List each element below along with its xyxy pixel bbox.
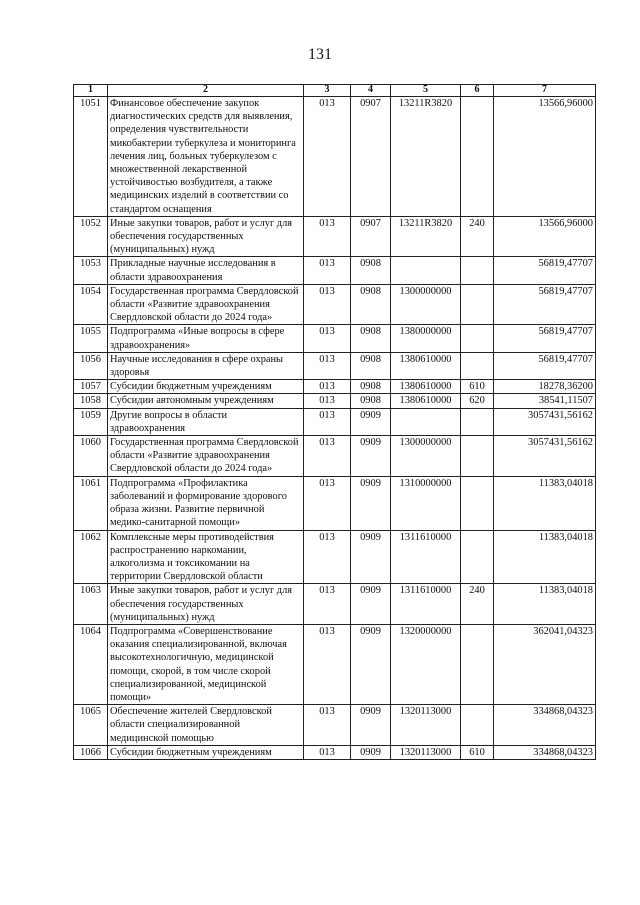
table-row — [74, 394, 596, 408]
row-expense-type: 620 — [461, 394, 494, 408]
row-name: Подпрограмма «Иные вопросы в сфере здравоохранения» — [108, 325, 304, 352]
row-amount: 334868,04323 — [494, 705, 596, 746]
row-grbs-code: 013 — [304, 584, 351, 625]
column-header: 5 — [391, 85, 461, 97]
row-grbs-code: 013 — [304, 97, 351, 217]
row-section-code: 0908 — [351, 284, 391, 325]
row-name: Субсидии автономным учреждениям — [108, 394, 304, 408]
row-grbs-code: 013 — [304, 408, 351, 435]
row-number: 1060 — [74, 436, 108, 477]
row-amount: 3057431,56162 — [494, 408, 596, 435]
row-amount: 11383,04018 — [494, 584, 596, 625]
row-expense-type — [461, 325, 494, 352]
row-target-code — [391, 257, 461, 284]
table-row — [74, 352, 596, 379]
row-name: Субсидии бюджетным учреждениям — [108, 380, 304, 394]
column-header: 7 — [494, 85, 596, 97]
row-target-code: 1380000000 — [391, 325, 461, 352]
row-amount: 334868,04323 — [494, 745, 596, 759]
column-header: 6 — [461, 85, 494, 97]
table-row — [74, 380, 596, 394]
table-body — [74, 97, 596, 760]
table-row — [74, 584, 596, 625]
row-grbs-code: 013 — [304, 745, 351, 759]
table-row — [74, 705, 596, 746]
row-target-code: 1300000000 — [391, 436, 461, 477]
column-header: 2 — [108, 85, 304, 97]
row-number: 1055 — [74, 325, 108, 352]
row-section-code: 0908 — [351, 352, 391, 379]
row-number: 1057 — [74, 380, 108, 394]
row-grbs-code: 013 — [304, 352, 351, 379]
row-number: 1056 — [74, 352, 108, 379]
table-row — [74, 257, 596, 284]
row-target-code: 1380610000 — [391, 352, 461, 379]
row-amount: 362041,04323 — [494, 624, 596, 704]
column-header: 4 — [351, 85, 391, 97]
row-amount: 13566,96000 — [494, 97, 596, 217]
row-number: 1061 — [74, 476, 108, 530]
row-number: 1059 — [74, 408, 108, 435]
row-target-code: 13211R3820 — [391, 97, 461, 217]
row-section-code: 0908 — [351, 380, 391, 394]
row-section-code: 0909 — [351, 436, 391, 477]
row-target-code: 1320000000 — [391, 624, 461, 704]
row-grbs-code: 013 — [304, 530, 351, 584]
row-grbs-code: 013 — [304, 436, 351, 477]
row-section-code: 0909 — [351, 476, 391, 530]
row-expense-type: 240 — [461, 584, 494, 625]
row-name: Иные закупки товаров, работ и услуг для обеспечения государственных (муниципальных) нужд — [108, 216, 304, 257]
row-amount: 18278,36200 — [494, 380, 596, 394]
row-number: 1064 — [74, 624, 108, 704]
row-number: 1051 — [74, 97, 108, 217]
row-amount: 56819,47707 — [494, 352, 596, 379]
row-expense-type — [461, 97, 494, 217]
table-row — [74, 97, 596, 217]
row-section-code: 0909 — [351, 624, 391, 704]
row-section-code: 0908 — [351, 394, 391, 408]
row-target-code: 1380610000 — [391, 394, 461, 408]
row-expense-type — [461, 257, 494, 284]
row-section-code: 0907 — [351, 216, 391, 257]
row-target-code: 1320113000 — [391, 705, 461, 746]
row-number: 1053 — [74, 257, 108, 284]
row-target-code: 1311610000 — [391, 584, 461, 625]
row-amount: 3057431,56162 — [494, 436, 596, 477]
row-section-code: 0909 — [351, 745, 391, 759]
row-section-code: 0907 — [351, 97, 391, 217]
table-row — [74, 216, 596, 257]
column-header: 1 — [74, 85, 108, 97]
row-expense-type — [461, 624, 494, 704]
row-target-code: 13211R3820 — [391, 216, 461, 257]
row-expense-type: 610 — [461, 745, 494, 759]
row-amount: 38541,11507 — [494, 394, 596, 408]
row-number: 1052 — [74, 216, 108, 257]
row-amount: 13566,96000 — [494, 216, 596, 257]
row-name: Подпрограмма «Профилактика заболеваний и формирование здорового образа жизни. Развитие первичной медико-санитарной помощи» — [108, 476, 304, 530]
row-number: 1058 — [74, 394, 108, 408]
row-grbs-code: 013 — [304, 325, 351, 352]
budget-table — [73, 84, 596, 760]
row-name: Субсидии бюджетным учреждениям — [108, 745, 304, 759]
row-grbs-code: 013 — [304, 380, 351, 394]
row-expense-type: 610 — [461, 380, 494, 394]
row-grbs-code: 013 — [304, 476, 351, 530]
row-amount: 56819,47707 — [494, 284, 596, 325]
row-section-code: 0909 — [351, 530, 391, 584]
row-amount: 11383,04018 — [494, 476, 596, 530]
row-grbs-code: 013 — [304, 257, 351, 284]
table-header-row — [74, 85, 596, 97]
row-expense-type — [461, 352, 494, 379]
row-number: 1065 — [74, 705, 108, 746]
row-name: Научные исследования в сфере охраны здоровья — [108, 352, 304, 379]
row-section-code: 0908 — [351, 257, 391, 284]
row-name: Финансовое обеспечение закупок диагностических средств для выявления, определения чувствительности микобактерии туберкулеза и мониторинга лечения лиц, больных туберкулезом с множественной лекарственной устойчивостью возбудителя, а также медицинских изделий в соответствии со стандартом оснащения — [108, 97, 304, 217]
table-row — [74, 284, 596, 325]
row-name: Иные закупки товаров, работ и услуг для обеспечения государственных (муниципальных) нужд — [108, 584, 304, 625]
row-number: 1063 — [74, 584, 108, 625]
row-section-code: 0909 — [351, 408, 391, 435]
row-target-code: 1380610000 — [391, 380, 461, 394]
table-row — [74, 530, 596, 584]
row-expense-type — [461, 436, 494, 477]
row-grbs-code: 013 — [304, 216, 351, 257]
page-number: 131 — [308, 46, 332, 63]
row-number: 1066 — [74, 745, 108, 759]
row-grbs-code: 013 — [304, 284, 351, 325]
row-target-code: 1320113000 — [391, 745, 461, 759]
row-section-code: 0909 — [351, 584, 391, 625]
table-row — [74, 408, 596, 435]
row-amount: 11383,04018 — [494, 530, 596, 584]
row-number: 1054 — [74, 284, 108, 325]
row-name: Обеспечение жителей Свердловской области специализированной медицинской помощью — [108, 705, 304, 746]
row-grbs-code: 013 — [304, 394, 351, 408]
row-target-code: 1311610000 — [391, 530, 461, 584]
row-name: Государственная программа Свердловской области «Развитие здравоохранения Свердловской области до 2024 года» — [108, 436, 304, 477]
row-target-code: 1300000000 — [391, 284, 461, 325]
row-section-code: 0909 — [351, 705, 391, 746]
row-expense-type — [461, 284, 494, 325]
row-grbs-code: 013 — [304, 624, 351, 704]
row-amount: 56819,47707 — [494, 325, 596, 352]
table-row — [74, 325, 596, 352]
row-section-code: 0908 — [351, 325, 391, 352]
row-name: Государственная программа Свердловской области «Развитие здравоохранения Свердловской области до 2024 года» — [108, 284, 304, 325]
row-expense-type — [461, 476, 494, 530]
row-expense-type — [461, 705, 494, 746]
row-target-code — [391, 408, 461, 435]
column-header: 3 — [304, 85, 351, 97]
table-row — [74, 436, 596, 477]
row-target-code: 1310000000 — [391, 476, 461, 530]
row-grbs-code: 013 — [304, 705, 351, 746]
row-name: Прикладные научные исследования в области здравоохранения — [108, 257, 304, 284]
row-expense-type: 240 — [461, 216, 494, 257]
table-row — [74, 624, 596, 704]
row-name: Подпрограмма «Совершенствование оказания специализированной, включая высокотехнологичную, медицинской помощи, скорой, в том числе скорой специализированной, медицинской помощи» — [108, 624, 304, 704]
table-row — [74, 476, 596, 530]
row-name: Другие вопросы в области здравоохранения — [108, 408, 304, 435]
row-expense-type — [461, 408, 494, 435]
row-amount: 56819,47707 — [494, 257, 596, 284]
row-number: 1062 — [74, 530, 108, 584]
row-expense-type — [461, 530, 494, 584]
table-row — [74, 745, 596, 759]
row-name: Комплексные меры противодействия распространению наркомании, алкоголизма и токсикомании на территории Свердловской области — [108, 530, 304, 584]
